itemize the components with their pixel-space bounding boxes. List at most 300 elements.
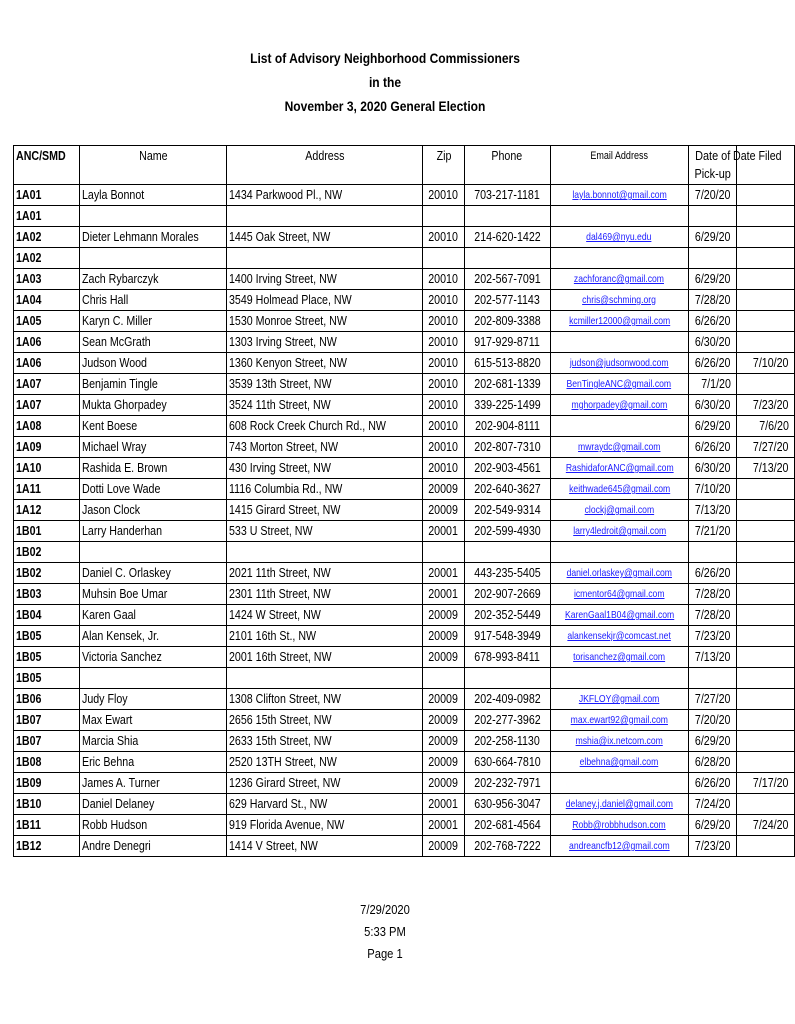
cell-name: Chris Hall: [79, 290, 226, 311]
header-phone: Phone: [464, 146, 550, 185]
cell-phone: 202-681-1339: [464, 374, 550, 395]
cell-name: Rashida E. Brown: [79, 458, 226, 479]
cell-address: [227, 248, 423, 269]
cell-date-pickup: 7/20/20: [688, 185, 736, 206]
email-link[interactable]: BenTingleANC@gmail.com: [566, 378, 672, 390]
cell-phone: 202-352-5449: [464, 605, 550, 626]
cell-date-pickup: 6/26/20: [688, 311, 736, 332]
table-row: [14, 206, 795, 227]
cell-phone: [464, 248, 550, 269]
cell-phone: 202-577-1143: [464, 290, 550, 311]
cell-email: [550, 206, 688, 227]
cell-name: Dieter Lehmann Morales: [79, 227, 226, 248]
header-date-filed: Date Filed: [737, 146, 795, 185]
table-row: [14, 500, 795, 521]
cell-name: Karen Gaal: [79, 605, 226, 626]
cell-anc-smd: 1B09: [14, 773, 80, 794]
email-link[interactable]: larry4ledroit@gmail.com: [572, 525, 666, 537]
table-row: [14, 353, 795, 374]
footer-date: 7/29/2020: [360, 902, 410, 917]
table-row: [14, 689, 795, 710]
header-email: Email Address: [550, 146, 688, 185]
cell-address: 430 Irving Street, NW: [227, 458, 423, 479]
cell-address: 1530 Monroe Street, NW: [227, 311, 423, 332]
cell-date-pickup: 6/29/20: [688, 227, 736, 248]
cell-email[interactable]: [550, 584, 688, 605]
cell-phone: 202-903-4561: [464, 458, 550, 479]
cell-address: [227, 542, 423, 563]
email-link[interactable]: delaney.j.daniel@gmail.com: [565, 798, 673, 810]
table-row: [14, 374, 795, 395]
cell-date-filed: 7/10/20: [737, 353, 795, 374]
cell-phone: 339-225-1499: [464, 395, 550, 416]
cell-address: 533 U Street, NW: [227, 521, 423, 542]
cell-date-filed: [737, 605, 795, 626]
cell-email[interactable]: [550, 185, 688, 206]
cell-zip: 20010: [423, 332, 464, 353]
cell-date-filed: [737, 542, 795, 563]
cell-name: Mukta Ghorpadey: [79, 395, 226, 416]
email-link[interactable]: daniel.orlaskey@gmail.com: [566, 567, 672, 579]
email-link[interactable]: layla.bonnot@gmail.com: [572, 189, 667, 201]
table-row: [14, 416, 795, 437]
cell-date-pickup: 7/21/20: [688, 521, 736, 542]
cell-address: 3539 13th Street, NW: [227, 374, 423, 395]
footer-time: 5:33 PM: [364, 924, 406, 939]
cell-date-filed: [737, 794, 795, 815]
table-row: [14, 395, 795, 416]
table-row: [14, 836, 795, 857]
cell-name: Eric Behna: [79, 752, 226, 773]
cell-date-filed: [737, 500, 795, 521]
cell-date-pickup: 6/30/20: [688, 332, 736, 353]
cell-address: 1303 Irving Street, NW: [227, 332, 423, 353]
cell-date-pickup: 7/28/20: [688, 605, 736, 626]
header-anc-smd: ANC/SMD: [14, 146, 80, 185]
cell-phone: 202-567-7091: [464, 269, 550, 290]
cell-name: Michael Wray: [79, 437, 226, 458]
cell-anc-smd: 1A03: [14, 269, 80, 290]
cell-email[interactable]: [550, 374, 688, 395]
cell-anc-smd: 1B06: [14, 689, 80, 710]
cell-anc-smd: 1B07: [14, 710, 80, 731]
cell-zip: 20001: [423, 815, 464, 836]
cell-date-pickup: 6/29/20: [688, 731, 736, 752]
cell-zip: 20010: [423, 227, 464, 248]
cell-anc-smd: 1B05: [14, 626, 80, 647]
cell-name: [79, 248, 226, 269]
cell-email[interactable]: [550, 500, 688, 521]
cell-date-pickup: 7/1/20: [688, 374, 736, 395]
cell-email[interactable]: [550, 836, 688, 857]
cell-date-pickup: 7/23/20: [688, 836, 736, 857]
email-link[interactable]: elbehna@gmail.com: [579, 756, 659, 768]
cell-anc-smd: 1B10: [14, 794, 80, 815]
cell-email[interactable]: [550, 521, 688, 542]
cell-zip: 20009: [423, 710, 464, 731]
cell-date-pickup: 6/30/20: [688, 395, 736, 416]
table-row: [14, 563, 795, 584]
email-link[interactable]: keithwade645@gmail.com: [568, 483, 670, 495]
cell-date-filed: [737, 563, 795, 584]
cell-address: 3549 Holmead Place, NW: [227, 290, 423, 311]
doc-title-line-1: List of Advisory Neighborhood Commissioners: [250, 50, 520, 66]
cell-phone: 615-513-8820: [464, 353, 550, 374]
email-link[interactable]: dal469@nyu.edu: [586, 231, 652, 243]
cell-date-pickup: [688, 206, 736, 227]
cell-phone: 917-548-3949: [464, 626, 550, 647]
cell-phone: 917-929-8711: [464, 332, 550, 353]
cell-zip: 20001: [423, 521, 464, 542]
cell-date-pickup: 6/26/20: [688, 563, 736, 584]
cell-name: [79, 542, 226, 563]
cell-name: Daniel Delaney: [79, 794, 226, 815]
cell-zip: 20009: [423, 689, 464, 710]
table-row: [14, 437, 795, 458]
cell-anc-smd: 1B05: [14, 647, 80, 668]
cell-date-pickup: 6/26/20: [688, 353, 736, 374]
cell-email[interactable]: [550, 479, 688, 500]
cell-anc-smd: 1B11: [14, 815, 80, 836]
cell-email[interactable]: [550, 710, 688, 731]
cell-date-pickup: 6/29/20: [688, 416, 736, 437]
cell-date-filed: [737, 668, 795, 689]
cell-zip: 20010: [423, 374, 464, 395]
cell-phone: 630-956-3047: [464, 794, 550, 815]
cell-date-filed: [737, 374, 795, 395]
cell-name: [79, 206, 226, 227]
cell-phone: 202-768-7222: [464, 836, 550, 857]
cell-email[interactable]: [550, 290, 688, 311]
header-address: Address: [227, 146, 423, 185]
cell-date-pickup: 6/29/20: [688, 269, 736, 290]
cell-address: 743 Morton Street, NW: [227, 437, 423, 458]
cell-address: [227, 668, 423, 689]
cell-email[interactable]: [550, 752, 688, 773]
cell-zip: 20009: [423, 605, 464, 626]
cell-date-filed: [737, 710, 795, 731]
table-row: [14, 542, 795, 563]
cell-anc-smd: 1A05: [14, 311, 80, 332]
table-row: [14, 290, 795, 311]
cell-phone: [464, 668, 550, 689]
cell-phone: 703-217-1181: [464, 185, 550, 206]
cell-phone: [464, 206, 550, 227]
cell-date-pickup: 6/29/20: [688, 815, 736, 836]
cell-date-filed: 7/6/20: [737, 416, 795, 437]
table-row: [14, 731, 795, 752]
cell-zip: 20009: [423, 647, 464, 668]
cell-zip: 20001: [423, 794, 464, 815]
cell-email: [550, 542, 688, 563]
header-date-pickup: Date of Pick-up: [688, 146, 736, 185]
cell-address: 1414 V Street, NW: [227, 836, 423, 857]
cell-address: 1308 Clifton Street, NW: [227, 689, 423, 710]
cell-anc-smd: 1A09: [14, 437, 80, 458]
cell-email: [550, 773, 688, 794]
cell-email: [550, 668, 688, 689]
cell-zip: 20010: [423, 458, 464, 479]
table-row: [14, 584, 795, 605]
table-row: [14, 311, 795, 332]
cell-address: 2633 15th Street, NW: [227, 731, 423, 752]
cell-email[interactable]: [550, 794, 688, 815]
cell-email[interactable]: [550, 395, 688, 416]
cell-email[interactable]: [550, 563, 688, 584]
cell-email: [550, 416, 688, 437]
cell-email[interactable]: [550, 227, 688, 248]
table-row: [14, 710, 795, 731]
footer-page-number: Page 1: [367, 946, 403, 961]
cell-zip: [423, 668, 464, 689]
cell-date-filed: [737, 647, 795, 668]
commissioners-table: [13, 145, 795, 857]
cell-name: Andre Denegri: [79, 836, 226, 857]
cell-name: Jason Clock: [79, 500, 226, 521]
email-link[interactable]: judson@judsonwood.com: [569, 357, 669, 369]
table-row: [14, 773, 795, 794]
cell-date-pickup: 7/13/20: [688, 500, 736, 521]
cell-name: Kent Boese: [79, 416, 226, 437]
cell-address: 1116 Columbia Rd., NW: [227, 479, 423, 500]
cell-address: 1424 W Street, NW: [227, 605, 423, 626]
cell-date-filed: 7/24/20: [737, 815, 795, 836]
table-row: [14, 479, 795, 500]
email-link[interactable]: alankensekjr@comcast.net: [567, 630, 671, 642]
table-row: [14, 227, 795, 248]
cell-address: 1434 Parkwood Pl., NW: [227, 185, 423, 206]
cell-zip: 20009: [423, 500, 464, 521]
cell-anc-smd: 1B02: [14, 542, 80, 563]
cell-anc-smd: 1B08: [14, 752, 80, 773]
cell-anc-smd: 1B01: [14, 521, 80, 542]
cell-name: James A. Turner: [79, 773, 226, 794]
cell-anc-smd: 1B03: [14, 584, 80, 605]
cell-date-filed: [737, 626, 795, 647]
cell-date-filed: [737, 206, 795, 227]
cell-address: [227, 206, 423, 227]
cell-address: 3524 11th Street, NW: [227, 395, 423, 416]
cell-email[interactable]: [550, 689, 688, 710]
table-row: [14, 248, 795, 269]
cell-email: [550, 248, 688, 269]
cell-date-filed: 7/17/20: [737, 773, 795, 794]
cell-anc-smd: 1A06: [14, 332, 80, 353]
cell-phone: 214-620-1422: [464, 227, 550, 248]
cell-date-filed: [737, 311, 795, 332]
cell-phone: 202-232-7971: [464, 773, 550, 794]
cell-date-filed: [737, 269, 795, 290]
cell-anc-smd: 1A11: [14, 479, 80, 500]
cell-email[interactable]: [550, 647, 688, 668]
cell-email[interactable]: [550, 311, 688, 332]
cell-date-pickup: [688, 668, 736, 689]
cell-zip: 20001: [423, 584, 464, 605]
table-header-row: [14, 146, 795, 185]
cell-zip: 20009: [423, 773, 464, 794]
cell-address: 629 Harvard St., NW: [227, 794, 423, 815]
email-link[interactable]: JKFLOY@gmail.com: [578, 693, 660, 705]
cell-address: 1236 Girard Street, NW: [227, 773, 423, 794]
cell-phone: [464, 542, 550, 563]
email-link[interactable]: zachforanc@gmail.com: [574, 273, 665, 285]
cell-email[interactable]: [550, 458, 688, 479]
email-link[interactable]: kcmiller12000@gmail.com: [568, 315, 670, 327]
email-link[interactable]: mghorpadey@gmail.com: [571, 399, 668, 411]
cell-address: 2021 11th Street, NW: [227, 563, 423, 584]
cell-email: [550, 332, 688, 353]
email-link[interactable]: torisanchez@gmail.com: [573, 651, 666, 663]
cell-phone: 443-235-5405: [464, 563, 550, 584]
table-row: [14, 332, 795, 353]
email-link[interactable]: RashidaforANC@gmail.com: [565, 462, 674, 474]
cell-date-pickup: [688, 248, 736, 269]
cell-address: 1400 Irving Street, NW: [227, 269, 423, 290]
cell-date-filed: [737, 521, 795, 542]
email-link[interactable]: mshia@ix.netcom.com: [575, 735, 663, 747]
cell-name: Judson Wood: [79, 353, 226, 374]
cell-date-filed: [737, 248, 795, 269]
cell-name: Daniel C. Orlaskey: [79, 563, 226, 584]
cell-anc-smd: 1B02: [14, 563, 80, 584]
cell-phone: 202-640-3627: [464, 479, 550, 500]
cell-name: Zach Rybarczyk: [79, 269, 226, 290]
cell-date-filed: [737, 836, 795, 857]
cell-address: 2520 13TH Street, NW: [227, 752, 423, 773]
cell-date-pickup: 7/28/20: [688, 584, 736, 605]
cell-date-filed: [737, 731, 795, 752]
cell-name: Max Ewart: [79, 710, 226, 731]
email-link[interactable]: clockj@gmail.com: [584, 504, 654, 516]
cell-name: Alan Kensek, Jr.: [79, 626, 226, 647]
cell-anc-smd: 1B05: [14, 668, 80, 689]
cell-email[interactable]: [550, 731, 688, 752]
cell-date-filed: 7/23/20: [737, 395, 795, 416]
cell-email[interactable]: [550, 815, 688, 836]
doc-title-line-2: in the: [368, 74, 402, 90]
header-zip: Zip: [423, 146, 464, 185]
cell-phone: 630-664-7810: [464, 752, 550, 773]
table-row: [14, 752, 795, 773]
cell-anc-smd: 1B12: [14, 836, 80, 857]
cell-zip: [423, 248, 464, 269]
cell-name: Dotti Love Wade: [79, 479, 226, 500]
cell-date-pickup: 7/20/20: [688, 710, 736, 731]
table-row: [14, 521, 795, 542]
cell-anc-smd: 1A07: [14, 374, 80, 395]
cell-name: [79, 668, 226, 689]
table-row: [14, 647, 795, 668]
email-link[interactable]: mwraydc@gmail.com: [578, 441, 661, 453]
cell-zip: 20009: [423, 626, 464, 647]
email-link[interactable]: andreancfb12@gmail.com: [568, 840, 670, 852]
cell-name: Judy Floy: [79, 689, 226, 710]
cell-anc-smd: 1A08: [14, 416, 80, 437]
cell-phone: 202-907-2669: [464, 584, 550, 605]
cell-anc-smd: 1B04: [14, 605, 80, 626]
email-link[interactable]: max.ewart92@gmail.com: [570, 714, 668, 726]
email-link[interactable]: chris@schming.org: [582, 294, 657, 306]
table-row: [14, 794, 795, 815]
cell-date-pickup: 7/10/20: [688, 479, 736, 500]
cell-email[interactable]: [550, 626, 688, 647]
email-link[interactable]: KarenGaal1B04@gmail.com: [564, 609, 674, 621]
cell-name: Benjamin Tingle: [79, 374, 226, 395]
cell-zip: 20001: [423, 563, 464, 584]
cell-anc-smd: 1A01: [14, 185, 80, 206]
cell-address: 2656 15th Street, NW: [227, 710, 423, 731]
cell-address: 2001 16th Street, NW: [227, 647, 423, 668]
cell-name: Robb Hudson: [79, 815, 226, 836]
cell-zip: 20010: [423, 416, 464, 437]
cell-name: Karyn C. Miller: [79, 311, 226, 332]
cell-date-filed: [737, 584, 795, 605]
cell-date-pickup: 6/28/20: [688, 752, 736, 773]
cell-zip: 20009: [423, 836, 464, 857]
cell-name: Larry Handerhan: [79, 521, 226, 542]
cell-date-filed: [737, 290, 795, 311]
cell-phone: 202-277-3962: [464, 710, 550, 731]
cell-address: 2101 16th St., NW: [227, 626, 423, 647]
cell-email[interactable]: [550, 437, 688, 458]
cell-date-pickup: [688, 542, 736, 563]
cell-date-pickup: 6/30/20: [688, 458, 736, 479]
cell-address: 1360 Kenyon Street, NW: [227, 353, 423, 374]
cell-phone: 202-599-4930: [464, 521, 550, 542]
cell-email[interactable]: [550, 269, 688, 290]
cell-address: 919 Florida Avenue, NW: [227, 815, 423, 836]
cell-anc-smd: 1A06: [14, 353, 80, 374]
table-row: [14, 185, 795, 206]
table-row: [14, 626, 795, 647]
cell-anc-smd: 1B07: [14, 731, 80, 752]
cell-date-filed: 7/13/20: [737, 458, 795, 479]
cell-zip: 20009: [423, 731, 464, 752]
cell-phone: 202-807-7310: [464, 437, 550, 458]
cell-address: 2301 11th Street, NW: [227, 584, 423, 605]
cell-email[interactable]: [550, 353, 688, 374]
cell-zip: [423, 206, 464, 227]
cell-phone: 202-904-8111: [464, 416, 550, 437]
cell-phone: 202-681-4564: [464, 815, 550, 836]
cell-address: 1415 Girard Street, NW: [227, 500, 423, 521]
cell-anc-smd: 1A10: [14, 458, 80, 479]
table-row: [14, 605, 795, 626]
email-link[interactable]: icmentor64@gmail.com: [573, 588, 665, 600]
cell-phone: 202-549-9314: [464, 500, 550, 521]
cell-phone: 678-993-8411: [464, 647, 550, 668]
cell-date-pickup: 7/13/20: [688, 647, 736, 668]
cell-phone: 202-809-3388: [464, 311, 550, 332]
cell-zip: 20009: [423, 479, 464, 500]
table-row: [14, 458, 795, 479]
cell-name: Marcia Shia: [79, 731, 226, 752]
table-row: [14, 668, 795, 689]
cell-address: 1445 Oak Street, NW: [227, 227, 423, 248]
doc-title-line-3: November 3, 2020 General Election: [284, 98, 486, 114]
cell-anc-smd: 1A01: [14, 206, 80, 227]
cell-zip: 20010: [423, 185, 464, 206]
cell-zip: 20010: [423, 311, 464, 332]
cell-zip: 20010: [423, 353, 464, 374]
email-link[interactable]: Robb@robbhudson.com: [572, 819, 666, 831]
cell-date-filed: [737, 185, 795, 206]
cell-email[interactable]: [550, 605, 688, 626]
cell-zip: [423, 542, 464, 563]
cell-date-pickup: 7/28/20: [688, 290, 736, 311]
cell-zip: 20010: [423, 437, 464, 458]
header-name: Name: [79, 146, 226, 185]
